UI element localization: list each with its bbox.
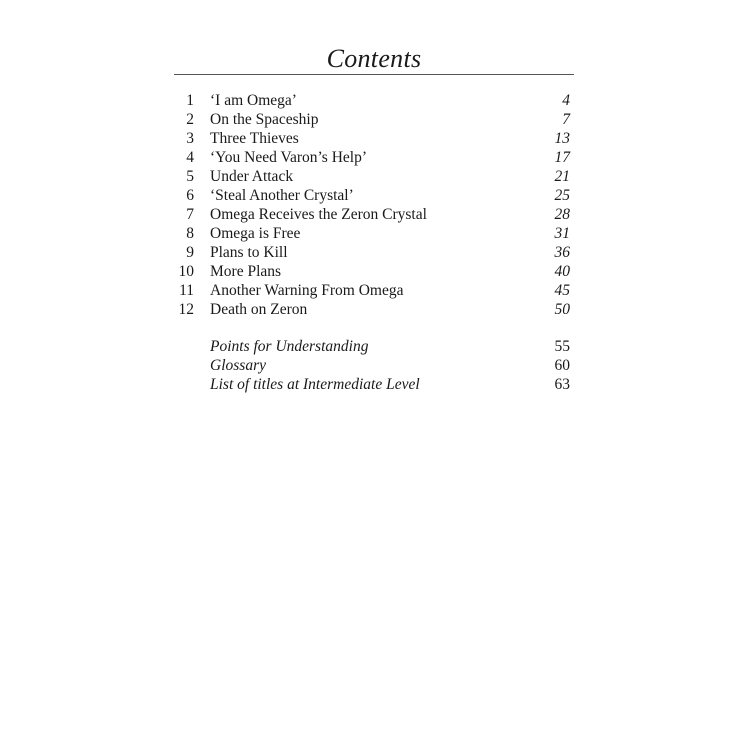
toc-row-chapter-1 xyxy=(170,91,570,110)
toc-row-glossary xyxy=(170,356,570,375)
chapter-page: 31 xyxy=(554,225,570,242)
chapter-title: More Plans xyxy=(210,263,282,280)
chapter-number: 9 xyxy=(186,244,194,261)
back-matter-title: Points for Understanding xyxy=(210,338,369,355)
toc-row-chapter-5 xyxy=(170,167,570,186)
chapter-number: 5 xyxy=(186,168,194,185)
chapter-page: 7 xyxy=(562,111,570,128)
chapter-number: 8 xyxy=(186,225,194,242)
toc-row-chapter-9 xyxy=(170,243,570,262)
chapter-page: 25 xyxy=(554,187,570,204)
chapter-title: Omega Receives the Zeron Crystal xyxy=(210,206,427,223)
chapter-page: 45 xyxy=(554,282,570,299)
chapter-number: 12 xyxy=(178,301,194,318)
toc-row-chapter-12 xyxy=(170,300,570,319)
page-title: Contents xyxy=(326,44,422,73)
chapter-number: 3 xyxy=(186,130,194,147)
chapter-list xyxy=(170,91,570,319)
back-matter-title: Glossary xyxy=(210,357,266,374)
chapter-title: Under Attack xyxy=(210,168,294,185)
chapter-page: 28 xyxy=(554,206,570,223)
chapter-number: 10 xyxy=(178,263,194,280)
chapter-title: On the Spaceship xyxy=(210,111,319,128)
chapter-page: 50 xyxy=(554,301,570,318)
chapter-number: 4 xyxy=(186,149,194,166)
chapter-page: 13 xyxy=(554,130,570,147)
toc-row-chapter-4 xyxy=(170,148,570,167)
title-divider xyxy=(174,74,574,75)
chapter-title: Omega is Free xyxy=(210,225,301,242)
chapter-number: 7 xyxy=(186,206,194,223)
chapter-number: 11 xyxy=(179,282,194,299)
toc-row-chapter-6 xyxy=(170,186,570,205)
chapter-page: 4 xyxy=(562,92,570,109)
back-matter-page: 60 xyxy=(554,357,570,374)
back-matter-title: List of titles at Intermediate Level xyxy=(210,376,420,393)
chapter-number: 6 xyxy=(186,187,194,204)
toc-row-chapter-8 xyxy=(170,224,570,243)
toc-row-chapter-11 xyxy=(170,281,570,300)
back-matter-page: 63 xyxy=(554,376,570,393)
back-matter-list xyxy=(170,337,570,394)
chapter-page: 17 xyxy=(554,149,570,166)
chapter-title: ‘I am Omega’ xyxy=(210,92,297,109)
chapter-number: 2 xyxy=(186,111,194,128)
toc-row-chapter-2 xyxy=(170,110,570,129)
chapter-title: Another Warning From Omega xyxy=(210,282,404,299)
chapter-number: 1 xyxy=(186,92,194,109)
chapter-title: Plans to Kill xyxy=(210,244,288,261)
back-matter-page: 55 xyxy=(554,338,570,355)
toc-row-chapter-7 xyxy=(170,205,570,224)
chapter-title: ‘Steal Another Crystal’ xyxy=(210,187,354,204)
chapter-title: ‘You Need Varon’s Help’ xyxy=(210,149,367,166)
chapter-page: 36 xyxy=(554,244,570,261)
chapter-title: Three Thieves xyxy=(210,130,299,147)
toc-row-list-of-titles xyxy=(170,375,570,394)
chapter-title: Death on Zeron xyxy=(210,301,308,318)
toc-row-chapter-3 xyxy=(170,129,570,148)
toc-row-points-for-understanding xyxy=(170,337,570,356)
toc-row-chapter-10 xyxy=(170,262,570,281)
chapter-page: 21 xyxy=(554,168,570,185)
chapter-page: 40 xyxy=(554,263,570,280)
